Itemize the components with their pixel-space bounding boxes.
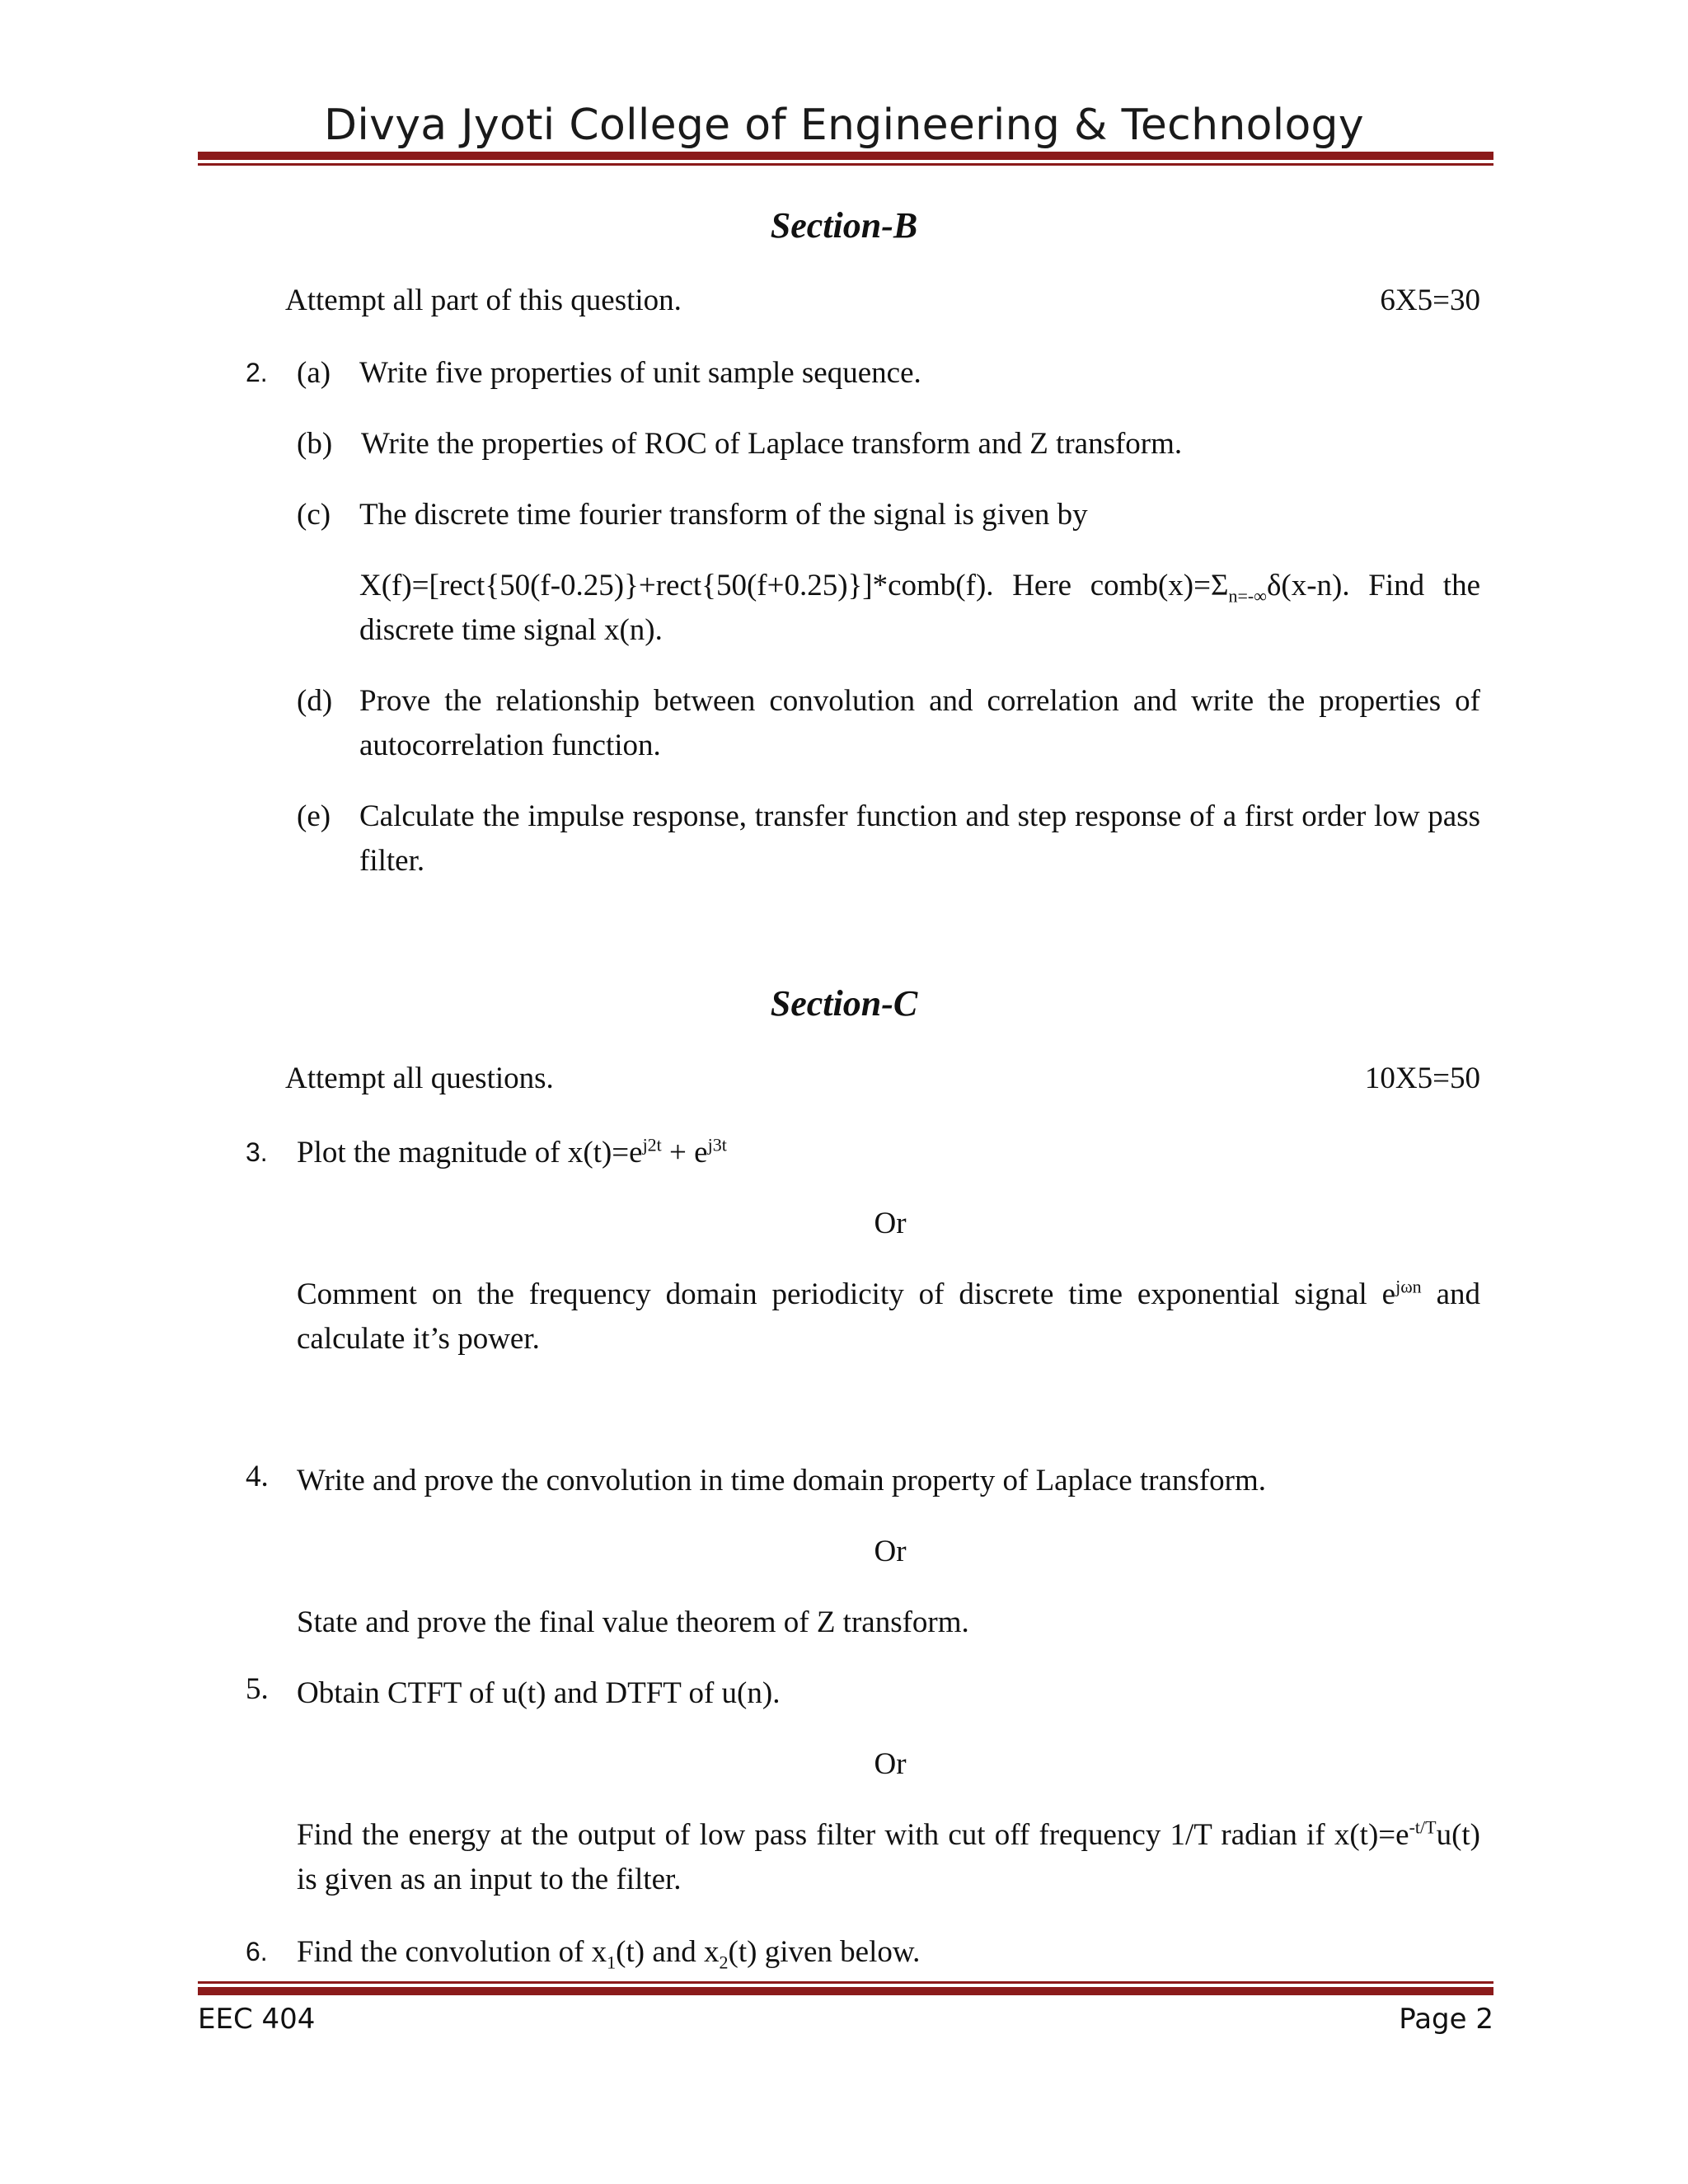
section-c-title: Section-C (770, 983, 918, 1024)
part-d-text: Prove the relationship between convolution and correlation and write the properties of autocorrelation function. (359, 684, 1480, 762)
header-rule-thick (198, 152, 1493, 160)
question-6-text: Find the convolution of $x_1(t)$ and $x_2(t)$ given below. (297, 1935, 921, 1973)
section-c-marks: 10X5=50 (1364, 1062, 1480, 1095)
or-separator-4: Or (874, 1535, 907, 1568)
or-separator-3: Or (874, 1207, 907, 1240)
part-c-label: (c) (297, 498, 331, 532)
section-b-instruction: Attempt all part of this question. (285, 284, 682, 317)
college-title: Divya Jyoti College of Engineering & Technology (324, 101, 1364, 150)
part-b-label: (b) (297, 427, 333, 461)
part-c-formula: X(f)=[rect{50(f-0.25)}+rect{50(f+0.25)}]*comb(f). Here $comb(x)=\Sigma_{n=-\infty}\delta(x-n)$. Find the discrete time signal x(n). (359, 569, 1480, 647)
question-5-text: Obtain CTFT of u(t) and DTFT of u(n). (297, 1676, 781, 1710)
or-separator-5: Or (874, 1747, 907, 1781)
question-number-6: 6. (246, 1937, 268, 1966)
footer-page-number: Page 2 (1399, 2003, 1493, 2036)
question-number-3: 3. (246, 1137, 268, 1167)
footer-rule-thin (198, 1981, 1493, 1984)
question-number-5: 5. (246, 1672, 269, 1706)
question-3-alt-text: Comment on the frequency domain periodicity of discrete time exponential signal $e^{j\omega n}$ and calculate it’s power. (297, 1276, 1480, 1356)
part-a-label: (a) (297, 356, 331, 390)
footer-course-code: EEC 404 (198, 2003, 316, 2036)
question-3-text: Plot the magnitude of $x(t)=e^{j2t} + e^{j3t}$ (297, 1134, 727, 1169)
part-d-label: (d) (297, 684, 333, 718)
footer-rule-thick (198, 1987, 1493, 1995)
section-b-title: Section-B (770, 205, 918, 246)
question-number-4: 4. (246, 1460, 269, 1493)
part-b-text: Write the properties of ROC of Laplace transform and Z transform. (361, 427, 1183, 461)
question-5-alt-text: Find the energy at the output of low pass filter with cut off frequency 1/T radian if $x(t)=e^{-t/T}u(t)$ is given as an input to the filter. (297, 1816, 1480, 1896)
part-c-text: The discrete time fourier transform of the signal is given by (359, 498, 1088, 532)
question-4-alt-text: State and prove the final value theorem of Z transform. (297, 1605, 969, 1639)
part-e-text: Calculate the impulse response, transfer function and step response of a first order low pass filter. (359, 799, 1480, 878)
question-4-text: Write and prove the convolution in time domain property of Laplace transform. (297, 1464, 1266, 1497)
part-a-text: Write five properties of unit sample sequence. (359, 356, 921, 390)
question-number-2: 2. (246, 358, 268, 387)
section-c-instruction: Attempt all questions. (285, 1062, 554, 1095)
section-b-marks: 6X5=30 (1380, 284, 1480, 317)
header-rule-thin (198, 163, 1493, 166)
part-e-label: (e) (297, 799, 331, 833)
